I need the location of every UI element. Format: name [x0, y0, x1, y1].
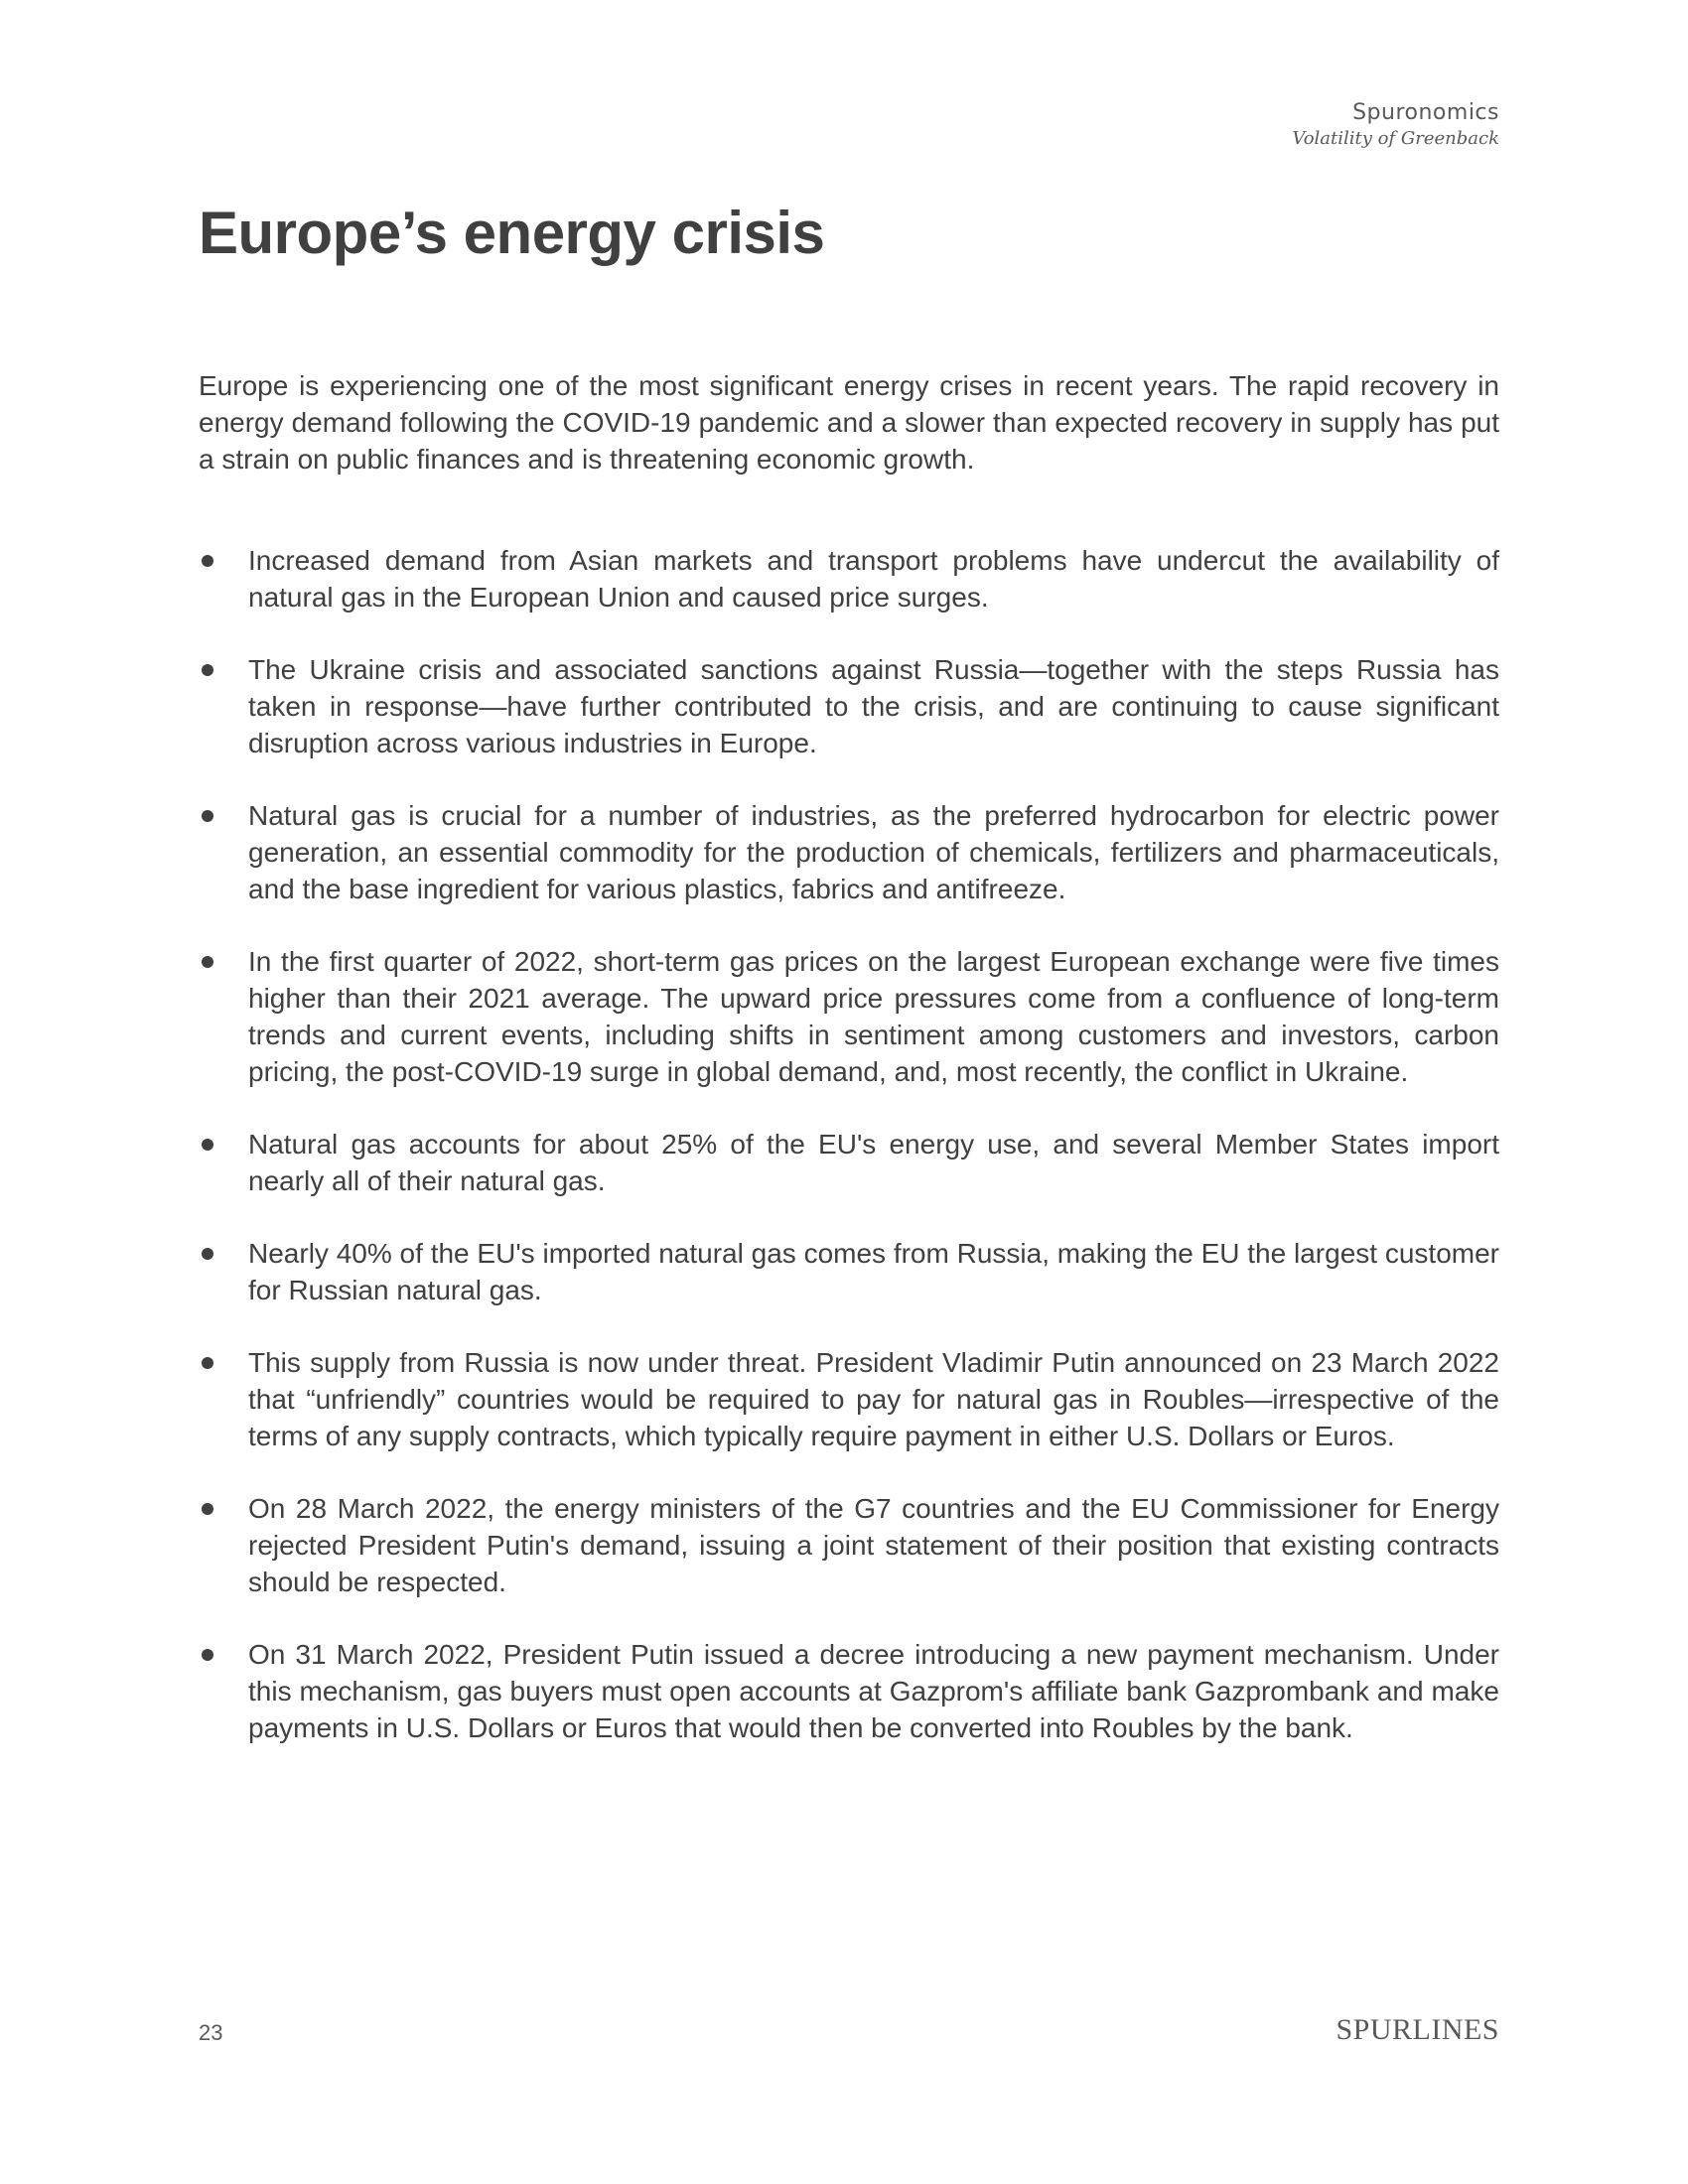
bullet-icon	[202, 956, 213, 968]
page-title: Europe’s energy crisis	[199, 200, 825, 266]
bullet-icon	[202, 1357, 213, 1369]
list-item	[199, 797, 1499, 907]
page-number: 23	[199, 2020, 223, 2045]
list-item	[199, 1490, 1499, 1600]
list-item-text: Nearly 40% of the EU's imported natural gas comes from Russia, making the EU the largest customer for Russian natural gas.	[248, 1238, 1499, 1305]
header-brand: Spuronomics	[1352, 100, 1499, 125]
list-item-text: In the first quarter of 2022, short-term gas prices on the largest European exchange were five times higher than their 2021 average. The upward price pressures come from a confluence of long-term trends and current events, including shifts in sentiment among customers and investors, carbon pricing, the post-COVID-19 surge in global demand, and, most recently, the conflict in Ukraine.	[248, 946, 1499, 1087]
main-content	[199, 367, 1499, 1782]
list-item	[199, 1126, 1499, 1199]
list-item	[199, 1344, 1499, 1454]
list-item	[199, 542, 1499, 615]
bullet-icon	[202, 555, 213, 567]
list-item-text: The Ukraine crisis and associated sanctions against Russia—together with the steps Russia has taken in response—have further contributed to the crisis, and are continuing to cause significant disruption across various industries in Europe.	[248, 654, 1499, 758]
list-item-text: Increased demand from Asian markets and transport problems have undercut the availability of natural gas in the European Union and caused price surges.	[248, 545, 1499, 613]
list-item-text: On 31 March 2022, President Putin issued a decree introducing a new payment mechanism. Under this mechanism, gas buyers must open accounts at Gazprom's affiliate bank Gazprombank and make payments in U.S. Dollars or Euros that would then be converted into Roubles by the bank.	[248, 1639, 1499, 1743]
bullet-list	[199, 542, 1499, 1746]
bullet-icon	[202, 1248, 213, 1260]
bullet-icon	[202, 1139, 213, 1151]
bullet-icon	[202, 1649, 213, 1661]
list-item-text: On 28 March 2022, the energy ministers of the G7 countries and the EU Commissioner for Energy rejected President Putin's demand, issuing a joint statement of their position that existing contracts should be respected.	[248, 1493, 1499, 1597]
list-item	[199, 1636, 1499, 1746]
list-item-text: Natural gas accounts for about 25% of the EU's energy use, and several Member States import nearly all of their natural gas.	[248, 1129, 1499, 1196]
footer-brand: SPURLINES	[1336, 2013, 1499, 2046]
bullet-icon	[202, 1503, 213, 1515]
list-item	[199, 943, 1499, 1090]
bullet-icon	[202, 810, 213, 822]
intro-paragraph: Europe is experiencing one of the most significant energy crises in recent years. The rapid recovery in energy demand following the COVID-19 pandemic and a slower than expected recovery in supply has put a strain on public finances and is threatening economic growth.	[199, 370, 1499, 475]
header-subtitle: Volatility of Greenback	[1292, 128, 1499, 149]
running-header	[1292, 99, 1499, 151]
list-item-text: This supply from Russia is now under threat. President Vladimir Putin announced on 23 March 2022 that “unfriendly” countries would be required to pay for natural gas in Roubles—irrespective of the terms of any supply contracts, which typically require payment in either U.S. Dollars or Euros.	[248, 1347, 1499, 1451]
bullet-icon	[202, 664, 213, 676]
list-item-text: Natural gas is crucial for a number of industries, as the preferred hydrocarbon for electric power generation, an essential commodity for the production of chemicals, fertilizers and pharmaceuticals, and the base ingredient for various plastics, fabrics and antifreeze.	[248, 800, 1499, 904]
list-item	[199, 651, 1499, 761]
list-item	[199, 1235, 1499, 1308]
